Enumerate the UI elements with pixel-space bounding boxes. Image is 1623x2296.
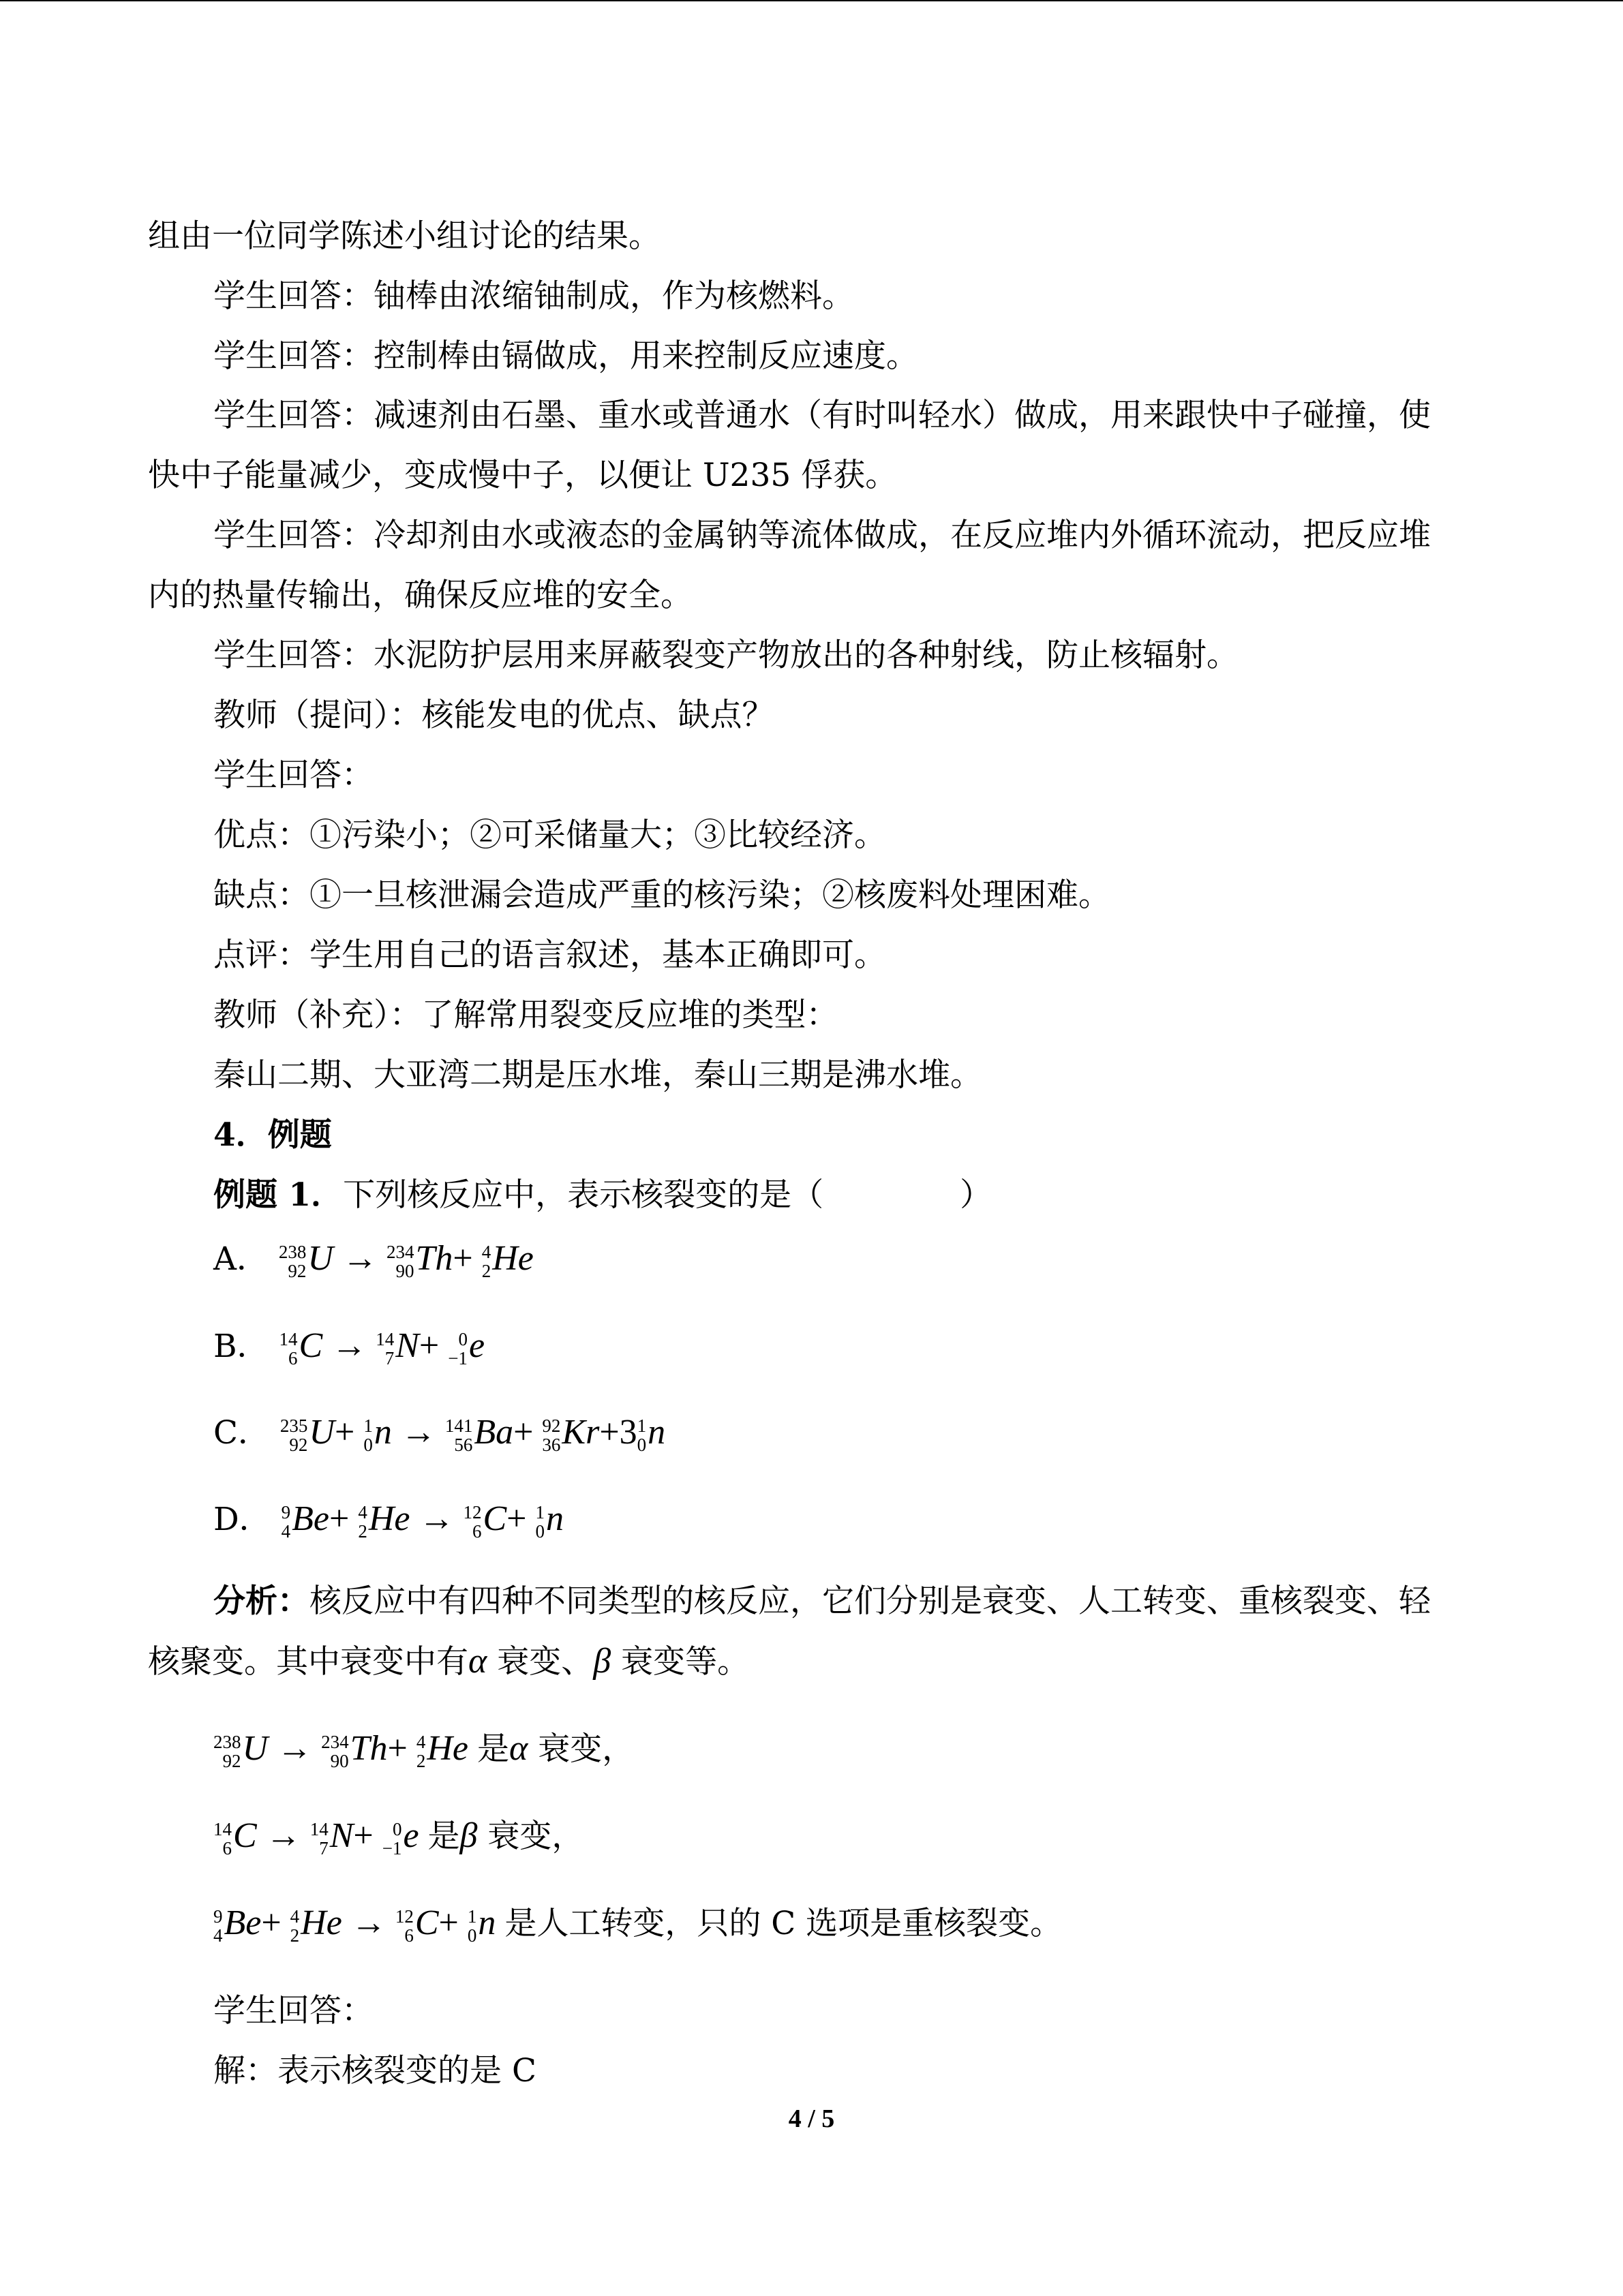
analysis-text: 是人工转变，只的 C 选项是重核裂变。 [504,1905,1063,1942]
example-question [213,1175,992,1216]
paragraph: 快中子能量减少，变成慢中子，以便让 U235 俘获。 [148,457,898,494]
paragraph: 优点：①污染小；②可采储量大；③比较经济。 [213,816,886,854]
alpha-symbol: α [468,1642,487,1681]
equation-beta-decay: 14 6 C → 14 7 N+ 0 −1 e [213,1816,419,1859]
paragraph: 点评：学生用自己的语言叙述，基本正确即可。 [213,936,886,974]
analysis-text: 衰变、 [487,1643,594,1681]
option-label: A． [213,1240,269,1278]
paragraph: 学生回答： [213,756,374,794]
example-close-paren: ） [960,1176,992,1214]
paragraph: 组由一位同学陈述小组讨论的结果。 [148,217,661,255]
example-label: 例题 1． [213,1176,344,1214]
section-heading: 4．例题 [213,1116,332,1154]
analysis-text: 衰变等。 [611,1643,750,1681]
paragraph: 秦山二期、大亚湾二期是压水堆，秦山三期是沸水堆。 [213,1056,982,1094]
equation-alpha-decay: 238 92 U → 234 90 Th+ 4 2 He [213,1729,468,1772]
document-page [0,1,1623,2296]
alpha-symbol: α [509,1729,528,1768]
analysis-text: 核聚变。其中衰变中有 [148,1643,468,1681]
analysis-equation-3 [213,1903,1062,1944]
paragraph: 教师（提问）：核能发电的优点、缺点？ [213,697,774,734]
analysis-line-2 [148,1641,749,1682]
analysis-equation-2 [213,1816,584,1859]
analysis-line-1 [213,1581,1431,1622]
analysis-text: 衰变， [528,1730,635,1768]
paragraph: 教师（补充）：了解常用裂变反应堆的类型： [213,996,838,1034]
option-d [213,1499,564,1540]
option-label: D． [213,1501,271,1538]
analysis-text: 是 [427,1818,460,1855]
beta-symbol: β [459,1816,478,1855]
analysis-text: 是 [476,1730,509,1768]
equation-c: 235 92 U+ 1 0 n → 141 56 Ba+ 92 36 Kr+3 1 0 n [279,1413,666,1456]
example-question-text: 下列核反应中，表示核裂变的是（ [343,1176,824,1214]
option-b [213,1326,485,1369]
analysis-text: 核反应中有四种不同类型的核反应，它们分别是衰变、人工转变、重核裂变、轻 [309,1582,1431,1620]
equation-artificial: 9 4 Be+ 4 2 He → 12 6 C+ 1 0 n [213,1903,496,1946]
paragraph: 学生回答：冷却剂由水或液态的金属钠等流体做成，在反应堆内外循环流动，把反应堆 [213,517,1431,554]
paragraph: 学生回答：控制棒由镉做成，用来控制反应速度。 [213,337,918,375]
analysis-equation-1 [213,1728,635,1772]
equation-a: 238 92 U → 234 90 Th+ 4 2 He [278,1239,534,1282]
equation-d: 9 4 Be+ 4 2 He → 12 6 C+ 1 0 n [281,1499,564,1542]
paragraph: 学生回答：水泥防护层用来屏蔽裂变产物放出的各种射线，防止核辐射。 [213,637,1239,674]
beta-symbol: β [593,1642,611,1681]
analysis-label: 分析： [213,1582,309,1620]
paragraph: 内的热量传输出，确保反应堆的安全。 [148,577,693,614]
option-a [213,1238,534,1282]
option-label: C． [213,1414,270,1452]
option-c [213,1412,666,1456]
paragraph: 学生回答：铀棒由浓缩铀制成，作为核燃料。 [213,277,854,315]
solution: 解：表示核裂变的是 C [213,2052,536,2090]
paragraph: 学生回答：减速剂由石墨、重水或普通水（有时叫轻水）做成，用来跟快中子碰撞，使 [213,397,1431,434]
paragraph: 缺点：①一旦核泄漏会造成严重的核污染；②核废料处理困难。 [213,876,1110,914]
option-label: B． [213,1328,269,1365]
page-number: 4 / 5 [788,2104,835,2133]
equation-b: 14 6 C → 14 7 N+ 0 −1 e [279,1326,485,1369]
analysis-text: 衰变， [477,1818,584,1855]
student-answer: 学生回答： [213,1992,374,2030]
